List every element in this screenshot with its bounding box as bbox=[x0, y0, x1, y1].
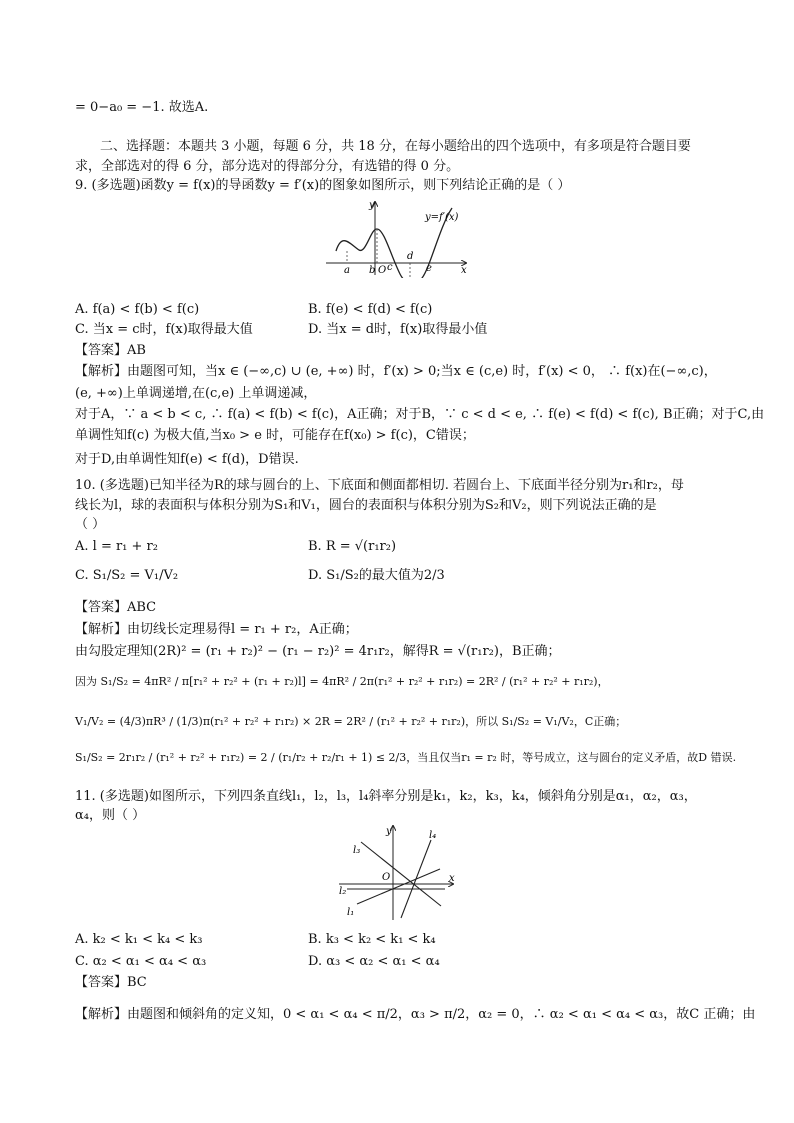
q11-y-label: y bbox=[386, 826, 392, 837]
q9-point-b: b bbox=[369, 265, 376, 276]
q9-option-d: D. 当x = d时，f(x)取得最小值 bbox=[308, 322, 488, 337]
q10-option-a: A. l = r₁ + r₂ bbox=[75, 539, 158, 554]
q11-label-l2: l₂ bbox=[339, 886, 347, 897]
q9-option-a: A. f(a) < f(b) < f(c) bbox=[75, 302, 200, 317]
q9-analysis-line5: 对于D,由单调性知f(e) < f(d)，D错误. bbox=[75, 452, 299, 467]
q11-origin: O bbox=[382, 872, 391, 883]
q10-stem-line2: 线长为l，球的表面积与体积分别为S₁和V₁，圆台的表面积与体积分别为S₂和V₂，则下列说法正确的是 bbox=[75, 498, 657, 513]
section-header-line2: 求，全部选对的得 6 分，部分选对的得部分分，有选错的得 0 分。 bbox=[75, 159, 460, 174]
q9-curve-label: y=f′(x) bbox=[425, 212, 459, 223]
q10-analysis-line2: 由勾股定理知(2R)² = (r₁ + r₂)² − (r₁ − r₂)² = 4r₁r₂，解得R = √(r₁r₂)，B正确； bbox=[75, 644, 561, 659]
q9-option-c: C. 当x = c时，f(x)取得最大值 bbox=[75, 322, 253, 337]
q9-option-b: B. f(e) < f(d) < f(c) bbox=[308, 302, 433, 317]
q11-label-l4: l₄ bbox=[429, 830, 437, 841]
q9-analysis-line3: 对于A，∵ a < b < c, ∴ f(a) < f(b) < f(c)，A正确；对于B，∵ c < d < e, ∴ f(e) < f(d) < f(c), B正确；对于C,由 bbox=[75, 407, 765, 422]
q11-option-b: B. k₃ < k₂ < k₁ < k₄ bbox=[308, 932, 436, 947]
q9-analysis-line2: (e, +∞)上单调递增,在(c,e) 上单调递减， bbox=[75, 386, 317, 401]
q11-stem-line1: 11. (多选题)如图所示，下列四条直线l₁，l₂，l₃，l₄斜率分别是k₁，k₂，k₃，k₄，倾斜角分别是α₁，α₂，α₃， bbox=[75, 789, 697, 804]
q11-line-l1 bbox=[357, 869, 440, 904]
q10-stem-line3: （ ） bbox=[75, 517, 106, 532]
q10-stem-line1: 10. (多选题)已知半径为R的球与圆台的上、下底面和侧面都相切. 若圆台上、下底面半径分别为r₁和r₂，母 bbox=[75, 478, 684, 493]
q10-analysis-line5: S₁/S₂ = 2r₁r₂ / (r₁² + r₂² + r₁r₂) = 2 / (r₁/r₂ + r₂/r₁ + 1) ≤ 2/3，当且仅当r₁ = r₂ 时，等号成立，这与圆台的定义矛盾，故D 错误. bbox=[75, 751, 737, 764]
q11-option-c: C. α₂ < α₁ < α₄ < α₃ bbox=[75, 954, 207, 969]
q9-point-e: e bbox=[426, 263, 432, 274]
q9-x-label: x bbox=[461, 265, 467, 276]
q11-option-a: A. k₂ < k₁ < k₄ < k₃ bbox=[75, 932, 203, 947]
q11-line-l4 bbox=[401, 840, 431, 918]
q10-option-d: D. S₁/S₂的最大值为2/3 bbox=[308, 568, 445, 583]
q9-point-a: a bbox=[344, 265, 350, 276]
q11-label-l1: l₁ bbox=[347, 907, 355, 918]
q10-analysis-line4: V₁/V₂ = (4/3)πR³ / (1/3)π(r₁² + r₂² + r₁r₂) × 2R = 2R² / (r₁² + r₂² + r₁r₂)，所以 S₁/S₂ = V₁/V₂，C正确； bbox=[75, 715, 627, 728]
section-header-line1: 二、选择题：本题共 3 小题，每题 6 分，共 18 分，在每小题给出的四个选项中，有多项是符合题目要 bbox=[100, 139, 691, 154]
q11-stem-line2: α₄，则（ ） bbox=[75, 808, 146, 823]
q9-answer: 【答案】AB bbox=[75, 343, 146, 358]
q9-point-c: c bbox=[387, 262, 393, 273]
q9-stem: 9. (多选题)函数y = f(x)的导函数y = f′(x)的图象如图所示，则下列结论正确的是（ ） bbox=[75, 178, 571, 193]
q9-derivative-graph bbox=[322, 196, 472, 278]
q10-answer: 【答案】ABC bbox=[75, 600, 157, 615]
q10-analysis-line3: 因为 S₁/S₂ = 4πR² / π[r₁² + r₂² + (r₁ + r₂)l] = 4πR² / 2π(r₁² + r₂² + r₁r₂) = 2R² / (r₁² + r₂² + r₁r₂)， bbox=[75, 675, 609, 688]
q9-analysis-line4: 单调性知f(c) 为极大值,当x₀ > e 时，可能存在f(x₀) > f(c)，C错误； bbox=[75, 428, 475, 443]
q9-origin: O bbox=[378, 265, 387, 276]
q10-option-c: C. S₁/S₂ = V₁/V₂ bbox=[75, 568, 179, 583]
q11-lines-graph bbox=[335, 822, 460, 922]
q10-option-b: B. R = √(r₁r₂) bbox=[308, 539, 397, 554]
q9-y-label: y bbox=[369, 200, 375, 211]
q11-x-label: x bbox=[449, 873, 455, 884]
q11-option-d: D. α₃ < α₂ < α₁ < α₄ bbox=[308, 954, 440, 969]
q9-analysis-line1: 【解析】由题图可知，当x ∈ (−∞,c) ∪ (e, +∞) 时，f′(x) > 0;当x ∈ (c,e) 时，f′(x) < 0， ∴ f(x)在(−∞,c)， bbox=[75, 364, 717, 379]
q9-point-d: d bbox=[407, 251, 414, 262]
q11-answer: 【答案】BC bbox=[75, 975, 147, 990]
q11-analysis-line1: 【解析】由题图和倾斜角的定义知，0 < α₁ < α₄ < π/2，α₃ > π/2，α₂ = 0，∴ α₂ < α₁ < α₄ < α₃，故C 正确；由 bbox=[75, 1007, 756, 1022]
q10-analysis-line1: 【解析】由切线长定理易得l = r₁ + r₂，A正确； bbox=[75, 622, 358, 637]
previous-answer-tail: = 0−a₀ = −1. 故选A. bbox=[75, 100, 209, 115]
q11-label-l3: l₃ bbox=[353, 845, 361, 856]
